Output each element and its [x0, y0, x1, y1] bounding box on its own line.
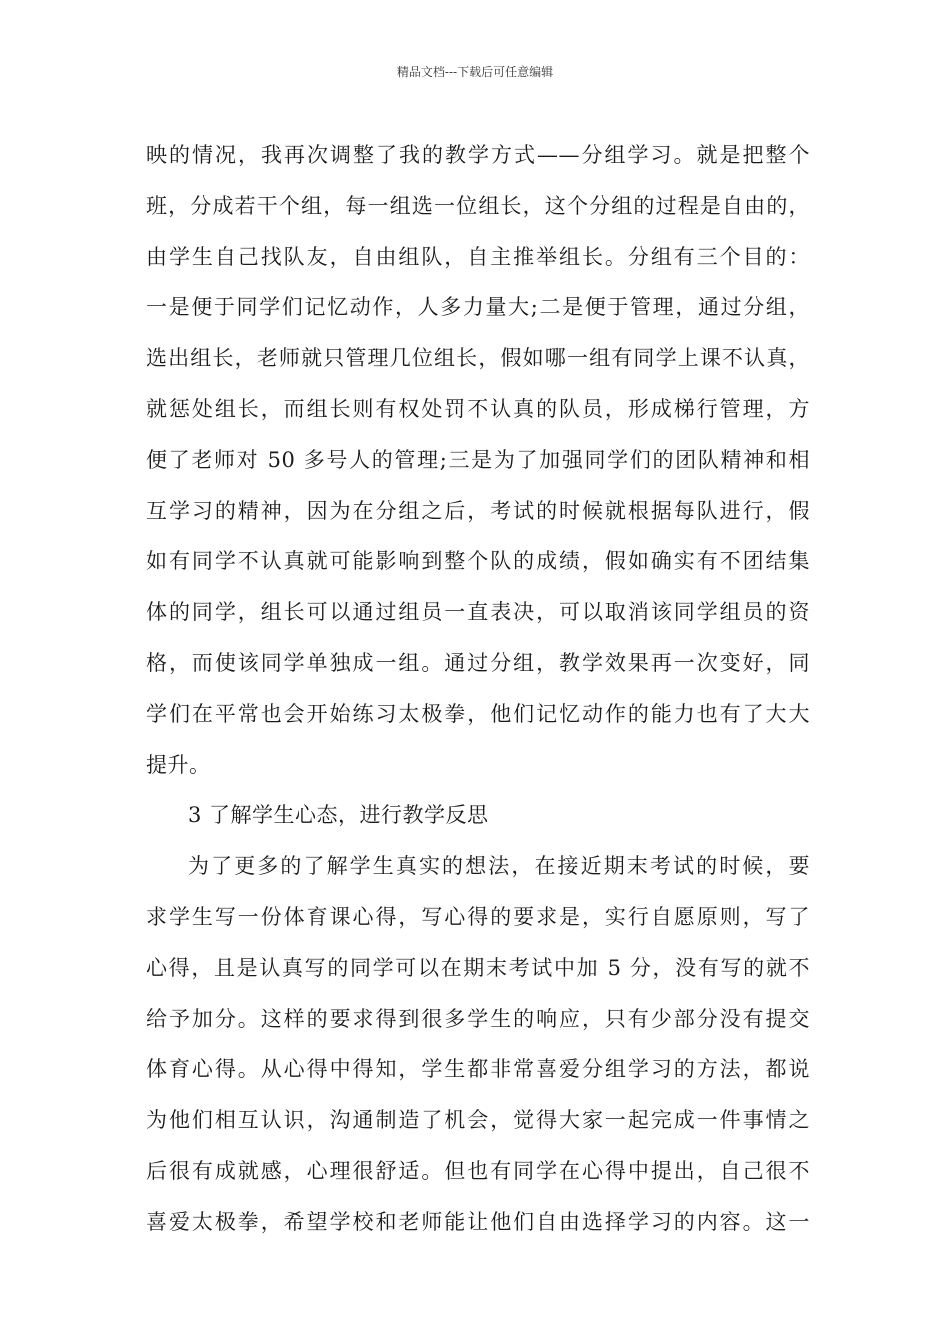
- document-body: [146, 130, 810, 1248]
- body-line: 就惩处组长，而组长则有权处罚不认真的队员，形成梯行管理，方: [146, 396, 810, 421]
- body-line: 一是便于同学们记忆动作，人多力量大;二是便于管理，通过分组，: [146, 295, 810, 320]
- body-line: 提升。: [146, 752, 211, 777]
- body-line: 体的同学，组长可以通过组员一直表决，可以取消该同学组员的资: [146, 600, 810, 625]
- body-line: 班，分成若干个组，每一组选一位组长，这个分组的过程是自由的，: [146, 193, 810, 218]
- body-line: 心得，且是认真写的同学可以在期末考试中加 5 分，没有写的就不: [146, 955, 810, 980]
- body-line: 后很有成就感，心理很舒适。但也有同学在心得中提出，自己很不: [146, 1158, 810, 1183]
- page-header: 精品文档---下载后可任意编辑: [396, 65, 554, 79]
- body-line: 由学生自己找队友，自由组队，自主推举组长。分组有三个目的：: [146, 244, 810, 269]
- body-line: 给予加分。这样的要求得到很多学生的响应，只有少部分没有提交: [146, 1006, 810, 1031]
- body-line: 映的情况，我再次调整了我的教学方式——分组学习。就是把整个: [146, 143, 810, 167]
- section-heading: 3 了解学生心态，进行教学反思: [188, 803, 489, 828]
- body-line: 求学生写一份体育课心得，写心得的要求是，实行自愿原则，写了: [146, 904, 810, 929]
- body-line: 喜爱太极拳，希望学校和老师能让他们自由选择学习的内容。这一: [146, 1209, 810, 1234]
- body-line: 互学习的精神，因为在分组之后，考试的时候就根据每队进行，假: [146, 498, 810, 523]
- body-line: 为他们相互认识，沟通制造了机会，觉得大家一起完成一件事情之: [146, 1108, 810, 1133]
- body-line: 如有同学不认真就可能影响到整个队的成绩，假如确实有不团结集: [146, 549, 810, 574]
- body-line: 体育心得。从心得中得知，学生都非常喜爱分组学习的方法，都说: [146, 1057, 810, 1082]
- body-line: 便了老师对 50 多号人的管理;三是为了加强同学们的团队精神和相: [146, 447, 810, 472]
- body-line: 学们在平常也会开始练习太极拳，他们记忆动作的能力也有了大大: [146, 701, 810, 726]
- body-line: 为了更多的了解学生真实的想法，在接近期末考试的时候，要: [188, 854, 810, 879]
- body-line: 格，而使该同学单独成一组。通过分组，教学效果再一次变好，同: [146, 650, 810, 675]
- body-line: 选出组长，老师就只管理几位组长，假如哪一组有同学上课不认真，: [146, 346, 810, 371]
